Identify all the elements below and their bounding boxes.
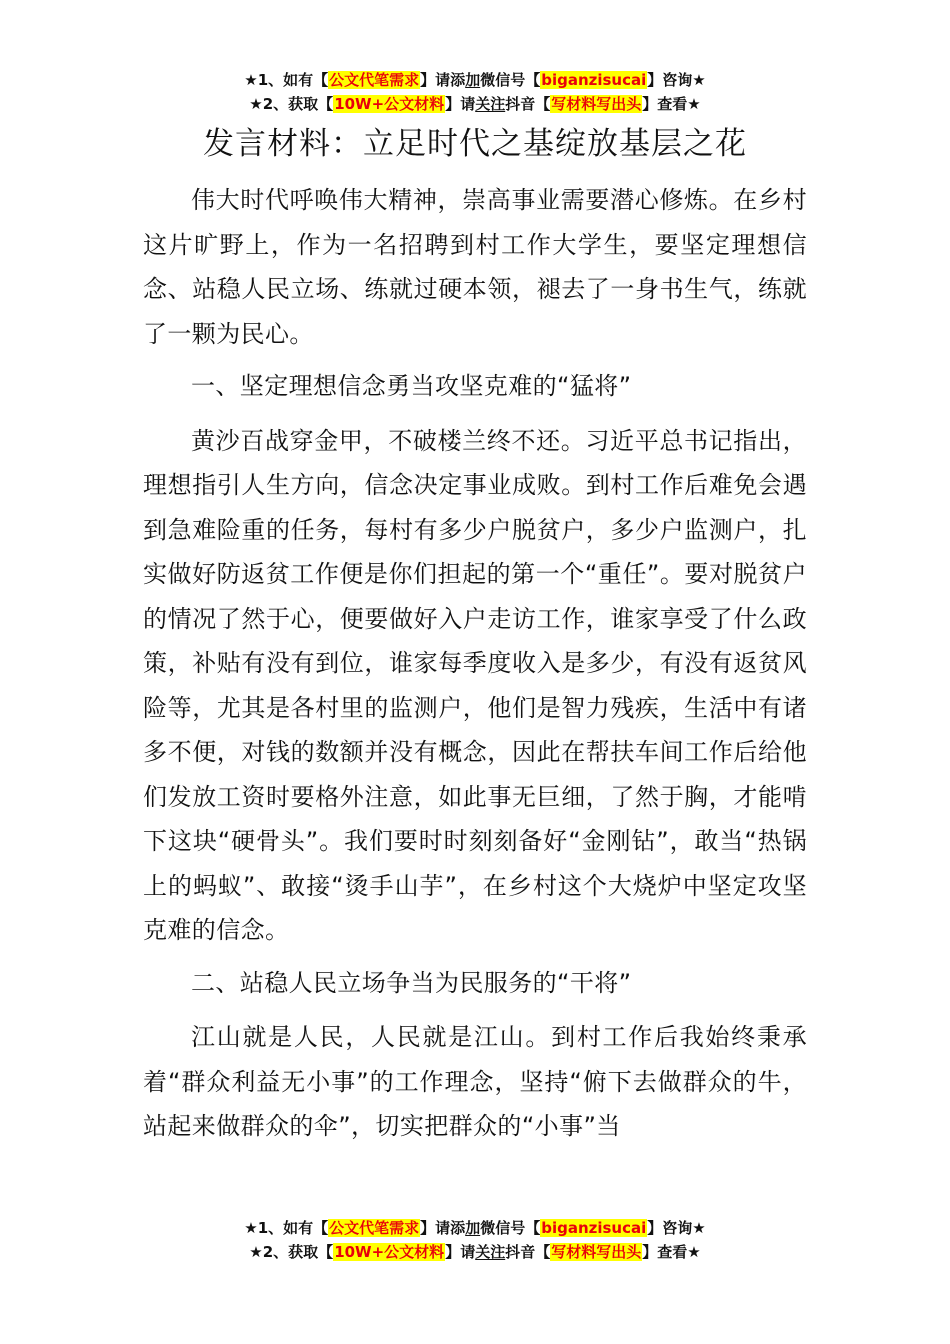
promo-text: 】请 xyxy=(445,95,476,113)
promo-text: ★1、如有【 xyxy=(244,1219,329,1237)
promo-highlight: 公文代笔需求 xyxy=(329,1219,420,1237)
top-promo-banner xyxy=(0,68,950,116)
promo-line-2 xyxy=(0,92,950,116)
bottom-promo-banner xyxy=(0,1216,950,1264)
intro-paragraph: 伟大时代呼唤伟大精神，崇高事业需要潜心修炼。在乡村这片旷野上，作为一名招聘到村工作大学生，要坚定理想信念、站稳人民立场、练就过硬本领，褪去了一身书生气，练就了一颗为民心。 xyxy=(143,186,807,348)
promo-text: 】咨询★ xyxy=(647,71,706,89)
promo-text: 】咨询★ xyxy=(647,1219,706,1237)
promo-douyin-id: 写材料写出头 xyxy=(551,95,642,113)
promo-text: ★2、获取【 xyxy=(249,1243,334,1261)
promo-highlight: 10W+公文材料 xyxy=(334,1243,445,1261)
document-body xyxy=(143,178,807,1149)
promo-underline: 关注 xyxy=(475,95,506,113)
promo-text: ★2、获取【 xyxy=(249,95,334,113)
section-1-paragraph: 黄沙百战穿金甲，不破楼兰终不还。习近平总书记指出，理想指引人生方向，信念决定事业成败。到村工作后难免会遇到急难险重的任务，每村有多少户脱贫户，多少户监测户，扎实做好防返贫工作便是你们担起的第一个“重任”。要对脱贫户的情况了然于心，便要做好入户走访工作，谁家享受了什么政策，补贴有没有到位，谁家每季度收入是多少，有没有返贫风险等，尤其是各村里的监测户，他们是智力残疾，生活中有诸多不便，对钱的数额并没有概念，因此在帮扶车间工作后给他们发放工资时要格外注意，如此事无巨细，了然于胸，才能啃下这块“硬骨头”。我们要时时刻刻备好“金刚钻”，敢当“热锅上的蚂蚁”、敢接“烫手山芋”，在乡村这个大烧炉中坚定攻坚克难的信念。 xyxy=(143,426,807,944)
promo-text: 】查看★ xyxy=(642,1243,701,1261)
section-heading-1: 一、坚定理想信念勇当攻坚克难的“猛将” xyxy=(191,372,632,400)
section-2-paragraph: 江山就是人民，人民就是江山。到村工作后我始终秉承着“群众利益无小事”的工作理念，坚持“俯下去做群众的牛，站起来做群众的伞”，切实把群众的“小事”当 xyxy=(143,1023,807,1140)
promo-text: 抖音【 xyxy=(505,95,551,113)
document-title: 发言材料：立足时代之基绽放基层之花 xyxy=(203,126,747,162)
promo-line-1 xyxy=(0,1216,950,1240)
section-heading-2: 二、站稳人民立场争当为民服务的“干将” xyxy=(191,968,632,997)
promo-text: 抖音【 xyxy=(505,1243,551,1261)
promo-line-2 xyxy=(0,1240,950,1264)
promo-highlight: 10W+公文材料 xyxy=(334,95,445,113)
promo-text: 微信号【 xyxy=(480,71,541,89)
promo-douyin-id: 写材料写出头 xyxy=(551,1243,642,1261)
promo-underline: 加 xyxy=(465,1219,481,1237)
promo-underline: 关注 xyxy=(475,1243,506,1261)
promo-highlight: 公文代笔需求 xyxy=(329,71,420,89)
promo-underline: 加 xyxy=(465,71,481,89)
promo-line-1 xyxy=(0,68,950,92)
promo-text: 微信号【 xyxy=(480,1219,541,1237)
promo-text: 】请添 xyxy=(420,71,466,89)
promo-text: 】查看★ xyxy=(642,95,701,113)
promo-text: ★1、如有【 xyxy=(244,71,329,89)
promo-text: 】请 xyxy=(445,1243,476,1261)
promo-text: 】请添 xyxy=(420,1219,466,1237)
promo-wechat-id: biganzisucai xyxy=(541,71,647,89)
promo-wechat-id: biganzisucai xyxy=(541,1219,647,1237)
